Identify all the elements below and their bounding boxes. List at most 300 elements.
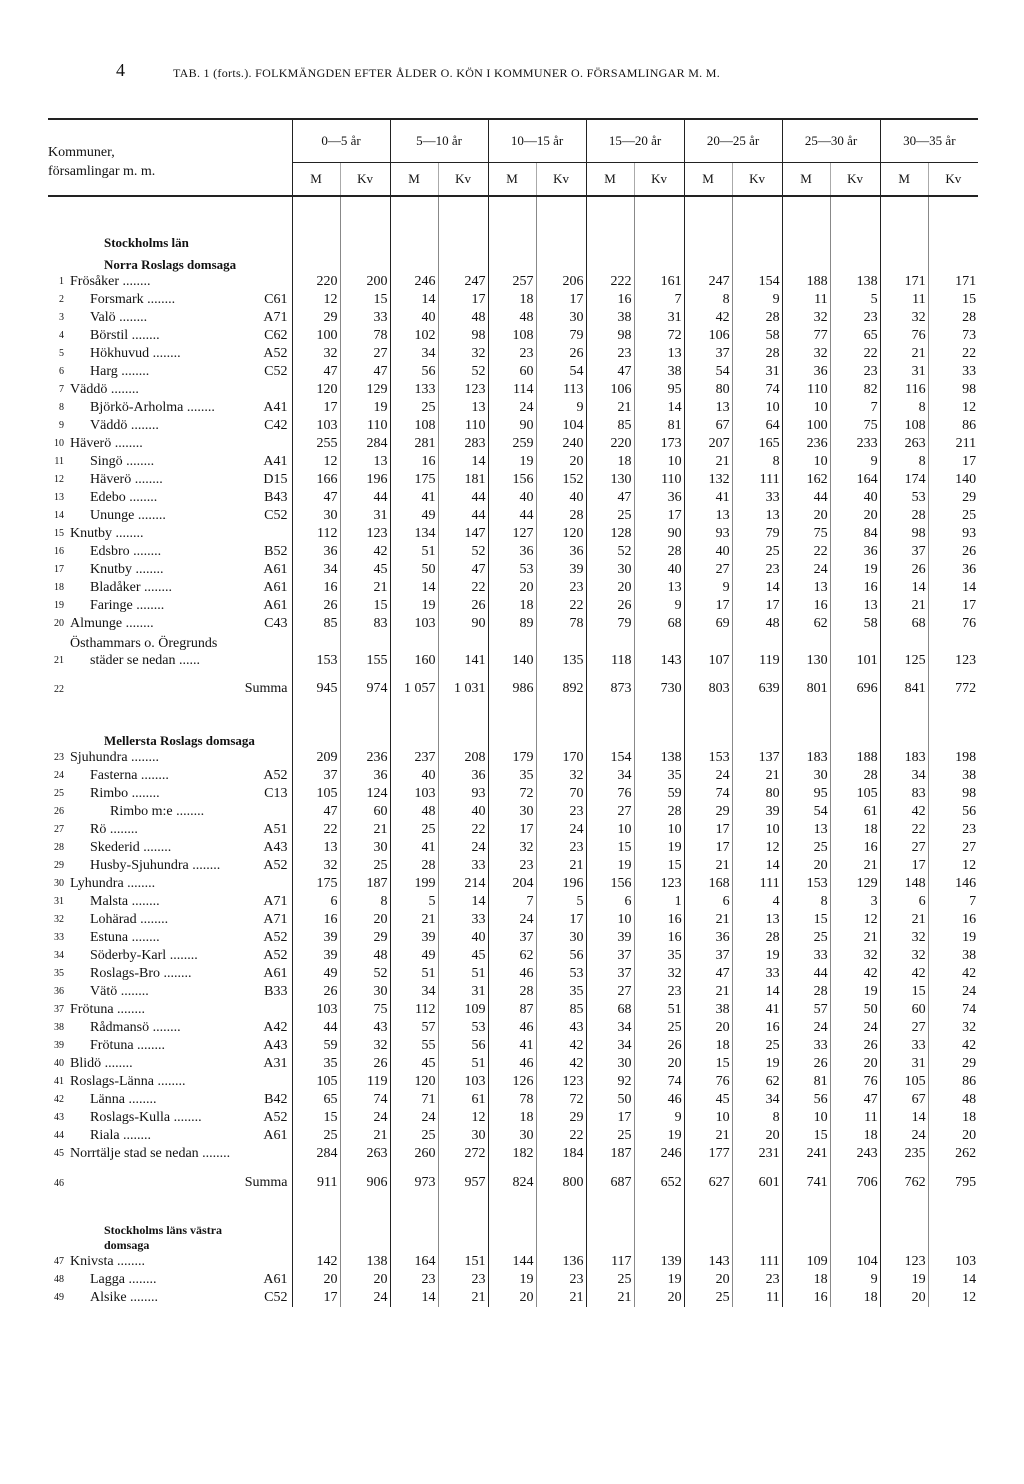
table-row <box>48 1109 978 1127</box>
summary-label: Summa <box>244 1175 288 1190</box>
female-value: 65 <box>830 327 880 345</box>
male-value: 40 <box>390 767 438 785</box>
row-name: Roslags-Bro ........ <box>90 966 192 981</box>
male-value: 89 <box>488 615 536 633</box>
male-value: 51 <box>390 965 438 983</box>
male-value: 100 <box>782 417 830 435</box>
female-value: 98 <box>928 785 978 803</box>
male-value: 38 <box>586 309 634 327</box>
female-value: 111 <box>732 875 782 893</box>
female-value: 26 <box>438 597 488 615</box>
male-value: 15 <box>586 839 634 857</box>
age-group-header: 10—15 år <box>488 119 586 163</box>
female-value: 41 <box>732 1001 782 1019</box>
female-value: 272 <box>438 1145 488 1163</box>
female-value: 22 <box>830 345 880 363</box>
female-value: 73 <box>928 327 978 345</box>
empty-cell <box>684 727 732 749</box>
empty-cell <box>390 709 438 727</box>
male-value: 31 <box>880 363 928 381</box>
table-row <box>48 1253 978 1271</box>
female-value: 72 <box>634 327 684 345</box>
male-value: 60 <box>488 363 536 381</box>
parish-code: C52 <box>264 508 288 523</box>
female-value: 28 <box>536 507 586 525</box>
male-value: 24 <box>782 1019 830 1037</box>
male-value: 62 <box>488 947 536 965</box>
row-number: 19 <box>54 600 64 611</box>
male-value: 44 <box>782 489 830 507</box>
female-value: 283 <box>438 435 488 453</box>
male-value: 257 <box>488 273 536 291</box>
table-row <box>48 273 978 291</box>
table-row <box>48 983 978 1001</box>
empty-cell <box>340 1221 390 1253</box>
male-value: 85 <box>586 417 634 435</box>
female-value: 51 <box>438 1055 488 1073</box>
male-value: 108 <box>488 327 536 345</box>
section-title-row <box>48 251 978 273</box>
female-value: 12 <box>928 857 978 875</box>
male-value: 95 <box>782 785 830 803</box>
male-value: 168 <box>684 875 732 893</box>
female-value: 18 <box>830 1289 880 1307</box>
male-value: 65 <box>292 1091 340 1109</box>
female-value: 146 <box>928 875 978 893</box>
male-value: 166 <box>292 471 340 489</box>
male-value: 220 <box>586 435 634 453</box>
female-value: 32 <box>830 947 880 965</box>
female-value: 119 <box>732 633 782 669</box>
male-value: 259 <box>488 435 536 453</box>
female-value: 28 <box>634 803 684 821</box>
female-value: 240 <box>536 435 586 453</box>
male-value: 71 <box>390 1091 438 1109</box>
female-value: 40 <box>830 489 880 507</box>
male-value: 9 <box>684 579 732 597</box>
male-value: 32 <box>292 345 340 363</box>
female-value: 15 <box>928 291 978 309</box>
female-value: 56 <box>536 947 586 965</box>
female-value: 906 <box>340 1163 390 1203</box>
male-value: 6 <box>880 893 928 911</box>
empty-cell <box>880 251 928 273</box>
female-value: 36 <box>928 561 978 579</box>
female-value: 62 <box>732 1073 782 1091</box>
female-value: 44 <box>438 507 488 525</box>
female-value: 56 <box>928 803 978 821</box>
row-number: 2 <box>59 294 64 305</box>
female-value: 25 <box>634 1019 684 1037</box>
name-column-header-line1: Kommuner, <box>48 144 115 160</box>
table-row <box>48 911 978 929</box>
row-number: 26 <box>54 806 64 817</box>
row-name: Knivsta ........ <box>70 1254 146 1269</box>
female-value: 98 <box>928 381 978 399</box>
female-value: 29 <box>928 1055 978 1073</box>
female-value: 20 <box>830 1055 880 1073</box>
male-value: 1 057 <box>390 669 438 709</box>
male-value: 105 <box>292 1073 340 1091</box>
male-value: 20 <box>586 579 634 597</box>
male-value: 14 <box>390 1289 438 1307</box>
row-name: Väddö ........ <box>70 382 139 397</box>
female-value: 30 <box>340 983 390 1001</box>
female-value: 86 <box>928 417 978 435</box>
female-value: 184 <box>536 1145 586 1163</box>
male-value: 25 <box>782 929 830 947</box>
section-title <box>70 251 292 273</box>
row-name-cell <box>70 345 292 363</box>
section-title-line: Mellersta Roslags domsaga <box>104 733 255 748</box>
male-value: 112 <box>292 525 340 543</box>
female-value: 24 <box>536 821 586 839</box>
female-value: 14 <box>928 1271 978 1289</box>
empty-cell <box>340 196 390 229</box>
row-number: 46 <box>54 1177 64 1189</box>
table-row <box>48 615 978 633</box>
table-row <box>48 363 978 381</box>
empty-cell <box>488 1221 536 1253</box>
female-value: 33 <box>732 965 782 983</box>
female-value: 18 <box>928 1109 978 1127</box>
male-value: 103 <box>390 785 438 803</box>
empty-cell <box>340 709 390 727</box>
female-value: 56 <box>438 1037 488 1055</box>
female-value: 30 <box>438 1127 488 1145</box>
female-value: 165 <box>732 435 782 453</box>
female-value: 129 <box>340 381 390 399</box>
male-value: 36 <box>684 929 732 947</box>
table-row <box>48 579 978 597</box>
male-value: 33 <box>782 1037 830 1055</box>
male-value: 27 <box>880 1019 928 1037</box>
female-value: 21 <box>536 857 586 875</box>
female-value: 59 <box>634 785 684 803</box>
female-value: 26 <box>830 1037 880 1055</box>
male-value: 13 <box>782 821 830 839</box>
empty-cell <box>292 709 340 727</box>
male-value: 8 <box>684 291 732 309</box>
female-value: 20 <box>340 911 390 929</box>
male-value: 945 <box>292 669 340 709</box>
female-value: 61 <box>830 803 880 821</box>
male-value: 57 <box>782 1001 830 1019</box>
female-value: 48 <box>732 615 782 633</box>
empty-cell <box>488 709 536 727</box>
female-value: 36 <box>830 543 880 561</box>
male-value: 627 <box>684 1163 732 1203</box>
male-value: 16 <box>292 579 340 597</box>
summary-row <box>48 1163 978 1203</box>
row-number: 41 <box>54 1076 64 1087</box>
page-number: 4 <box>116 60 126 80</box>
spacer-cell <box>70 1203 292 1221</box>
male-value: 187 <box>586 1145 634 1163</box>
male-value: 741 <box>782 1163 830 1203</box>
row-number: 23 <box>54 752 64 763</box>
row-name: Fasterna ........ <box>90 768 169 783</box>
spacer-cell <box>48 727 70 749</box>
row-name-cell <box>70 1127 292 1145</box>
male-value: 21 <box>684 857 732 875</box>
female-value: 13 <box>438 399 488 417</box>
empty-cell <box>928 196 978 229</box>
female-value: 31 <box>634 309 684 327</box>
female-value: 29 <box>928 489 978 507</box>
female-value: 32 <box>634 965 684 983</box>
female-value: 164 <box>830 471 880 489</box>
row-name: Häverö ........ <box>90 472 163 487</box>
row-name-cell <box>70 911 292 929</box>
male-value: 17 <box>684 597 732 615</box>
male-value: 10 <box>684 1109 732 1127</box>
female-value: 196 <box>536 875 586 893</box>
row-name-cell <box>70 1073 292 1091</box>
empty-cell <box>830 1203 880 1221</box>
male-value: 36 <box>488 543 536 561</box>
spacer-cell <box>48 1203 70 1221</box>
male-value: 50 <box>390 561 438 579</box>
table-row <box>48 327 978 345</box>
male-value: 162 <box>782 471 830 489</box>
male-value: 22 <box>880 821 928 839</box>
male-value: 803 <box>684 669 732 709</box>
empty-cell <box>880 1203 928 1221</box>
male-value: 15 <box>782 1127 830 1145</box>
male-value: 10 <box>782 1109 830 1127</box>
male-value: 98 <box>880 525 928 543</box>
female-value: 21 <box>536 1289 586 1307</box>
row-name: Malsta ........ <box>90 894 160 909</box>
row-name-cell <box>70 1163 292 1203</box>
female-value: 22 <box>536 1127 586 1145</box>
male-value: 25 <box>684 1289 732 1307</box>
female-value: 43 <box>536 1019 586 1037</box>
male-value: 18 <box>782 1271 830 1289</box>
row-name-cell <box>70 453 292 471</box>
female-value: 30 <box>536 929 586 947</box>
parish-code: A61 <box>263 966 288 981</box>
male-value: 13 <box>684 507 732 525</box>
male-value: 16 <box>782 597 830 615</box>
empty-cell <box>488 229 536 251</box>
male-value: 130 <box>586 471 634 489</box>
row-name: Skederid ........ <box>90 840 172 855</box>
female-value: 155 <box>340 633 390 669</box>
female-value: 16 <box>732 1019 782 1037</box>
row-name-cell <box>70 525 292 543</box>
section-title-row <box>48 727 978 749</box>
male-value: 56 <box>390 363 438 381</box>
male-value: 108 <box>880 417 928 435</box>
female-value: 28 <box>830 767 880 785</box>
male-value: 37 <box>684 947 732 965</box>
male-value: 76 <box>586 785 634 803</box>
male-value: 160 <box>390 633 438 669</box>
male-value: 74 <box>684 785 732 803</box>
female-value: 706 <box>830 1163 880 1203</box>
female-value: 18 <box>830 1127 880 1145</box>
female-value: 141 <box>438 633 488 669</box>
empty-cell <box>782 709 830 727</box>
male-value: 37 <box>292 767 340 785</box>
male-value: 762 <box>880 1163 928 1203</box>
parish-code: A71 <box>263 310 288 325</box>
male-value: 44 <box>782 965 830 983</box>
female-value: 42 <box>928 1037 978 1055</box>
row-name: Blidö ........ <box>70 1056 133 1071</box>
female-value: 31 <box>732 363 782 381</box>
female-value: 53 <box>438 1019 488 1037</box>
female-value: 284 <box>340 435 390 453</box>
female-value: 15 <box>340 291 390 309</box>
row-name-cell <box>70 669 292 709</box>
empty-cell <box>830 251 880 273</box>
female-value: 25 <box>340 857 390 875</box>
male-value: 174 <box>880 471 928 489</box>
female-value: 64 <box>732 417 782 435</box>
female-value: 45 <box>340 561 390 579</box>
male-value: 40 <box>684 543 732 561</box>
male-value: 8 <box>880 453 928 471</box>
row-number: 37 <box>54 1004 64 1015</box>
male-value: 24 <box>488 399 536 417</box>
empty-cell <box>488 727 536 749</box>
male-value: 39 <box>292 947 340 965</box>
table-row <box>48 597 978 615</box>
female-value: 231 <box>732 1145 782 1163</box>
female-value: 44 <box>438 489 488 507</box>
male-value: 236 <box>782 435 830 453</box>
female-value: 84 <box>830 525 880 543</box>
male-value: 873 <box>586 669 634 709</box>
female-value: 171 <box>928 273 978 291</box>
female-value: 104 <box>830 1253 880 1271</box>
male-value: 28 <box>782 983 830 1001</box>
row-number: 3 <box>59 312 64 323</box>
population-table <box>48 118 978 1307</box>
female-value: 11 <box>830 1109 880 1127</box>
male-value: 53 <box>880 489 928 507</box>
empty-cell <box>390 1221 438 1253</box>
female-value: 152 <box>536 471 586 489</box>
empty-cell <box>536 1203 586 1221</box>
female-value: 21 <box>340 821 390 839</box>
female-value: 17 <box>634 507 684 525</box>
male-value: 32 <box>782 345 830 363</box>
empty-cell <box>782 1203 830 1221</box>
empty-cell <box>634 229 684 251</box>
male-value: 14 <box>880 579 928 597</box>
empty-cell <box>390 251 438 273</box>
empty-cell <box>438 229 488 251</box>
female-value: 38 <box>928 947 978 965</box>
female-value: 206 <box>536 273 586 291</box>
male-header: M <box>880 163 928 197</box>
row-name: Harg ........ <box>90 364 150 379</box>
male-value: 38 <box>684 1001 732 1019</box>
female-value: 50 <box>830 1001 880 1019</box>
empty-cell <box>586 196 634 229</box>
male-header: M <box>586 163 634 197</box>
empty-cell <box>536 709 586 727</box>
female-value: 9 <box>830 453 880 471</box>
row-name-cell <box>70 1145 292 1163</box>
female-value: 7 <box>928 893 978 911</box>
female-value: 28 <box>732 929 782 947</box>
female-value: 26 <box>340 1055 390 1073</box>
female-value: 42 <box>536 1055 586 1073</box>
male-value: 47 <box>684 965 732 983</box>
male-value: 68 <box>586 1001 634 1019</box>
row-number: 32 <box>54 914 64 925</box>
male-value: 25 <box>586 1127 634 1145</box>
female-value: 13 <box>340 453 390 471</box>
female-value: 74 <box>340 1091 390 1109</box>
row-number: 10 <box>54 438 64 449</box>
female-value: 40 <box>634 561 684 579</box>
empty-cell <box>634 727 684 749</box>
female-value: 38 <box>634 363 684 381</box>
table-row <box>48 875 978 893</box>
male-value: 28 <box>488 983 536 1001</box>
female-value: 31 <box>438 983 488 1001</box>
empty-cell <box>586 709 634 727</box>
parish-code: C52 <box>264 364 288 379</box>
female-value: 21 <box>830 857 880 875</box>
female-value: 54 <box>536 363 586 381</box>
row-name-cell <box>70 929 292 947</box>
row-number: 5 <box>59 348 64 359</box>
empty-cell <box>340 727 390 749</box>
male-value: 32 <box>292 857 340 875</box>
female-value: 30 <box>536 309 586 327</box>
female-value: 104 <box>536 417 586 435</box>
male-value: 164 <box>390 1253 438 1271</box>
male-value: 126 <box>488 1073 536 1091</box>
row-name: Estuna ........ <box>90 930 160 945</box>
male-value: 140 <box>488 633 536 669</box>
female-value: 23 <box>634 983 684 1001</box>
female-value: 51 <box>634 1001 684 1019</box>
female-value: 20 <box>634 1055 684 1073</box>
female-value: 26 <box>536 345 586 363</box>
empty-cell <box>928 1203 978 1221</box>
male-value: 30 <box>488 803 536 821</box>
empty-cell <box>880 709 928 727</box>
male-value: 41 <box>684 489 732 507</box>
female-value: 48 <box>928 1091 978 1109</box>
male-value: 18 <box>488 291 536 309</box>
row-number: 31 <box>54 896 64 907</box>
male-value: 118 <box>586 633 634 669</box>
male-value: 142 <box>292 1253 340 1271</box>
male-value: 7 <box>488 893 536 911</box>
row-name: Frötuna ........ <box>70 1002 146 1017</box>
empty-cell <box>536 251 586 273</box>
empty-cell <box>438 709 488 727</box>
male-value: 32 <box>880 309 928 327</box>
female-value: 52 <box>438 363 488 381</box>
empty-cell <box>536 727 586 749</box>
parish-code: A71 <box>263 894 288 909</box>
spacer-cell <box>48 1221 70 1253</box>
female-value: 123 <box>928 633 978 669</box>
section-title-row <box>48 1221 978 1253</box>
row-name: Lagga ........ <box>90 1272 157 1287</box>
row-name-cell <box>70 633 292 669</box>
